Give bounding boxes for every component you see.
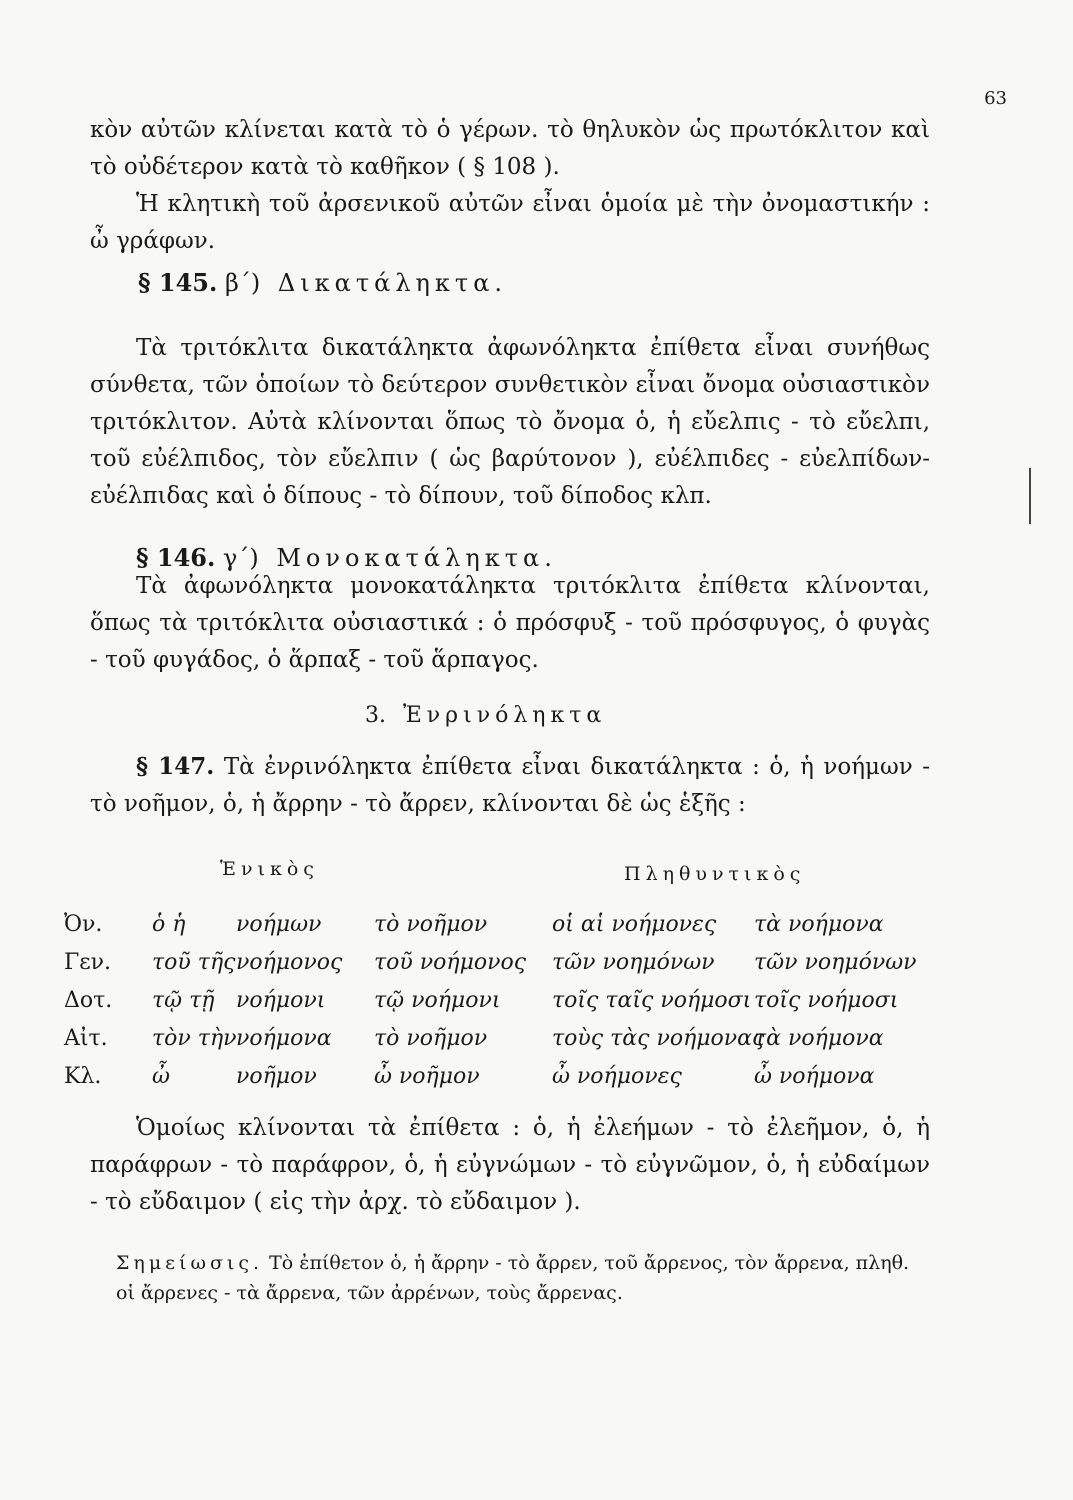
singular-neuter: τὸ νοῆμον [374, 912, 488, 937]
singular-masc-fem: νοήμονι [236, 988, 326, 1013]
table-row [64, 1064, 924, 1102]
plural-column-heading: Πληθυντικὸς [624, 863, 806, 885]
singular-article: τῷ τῇ [152, 988, 215, 1013]
plural-masc-fem: τῶν νοημόνων [552, 950, 715, 975]
margin-mark [1029, 468, 1031, 524]
page-number: 63 [984, 88, 1007, 109]
plural-neuter: τοῖς νοήμοσι [754, 988, 899, 1013]
section-147-text: Τὰ ἐνρινόληκτα ἐπίθετα εἶναι δικατάληκτα : ὁ, ἡ νοήμων - τὸ νοῆμον, ὁ, ἡ ἄρρην - τὸ ἄρρεν, κλίνονται δὲ ὡς ἑξῆς : [90, 754, 930, 817]
case-label: Ὀν. [64, 912, 103, 937]
section-145-body [90, 330, 930, 515]
singular-masc-fem: νοήμων [236, 912, 322, 937]
section-title: Μονοκατάληκτα. [276, 544, 557, 572]
similar-adjectives-paragraph: Ὁμοίως κλίνονται τὰ ἐπίθετα : ὁ, ἡ ἐλεήμων - τὸ ἐλεῆμον, ὁ, ἡ παράφρων - τὸ παράφρον, ὁ, ἡ εὐγνώμων - τὸ εὐγνῶμον, ὁ, ἡ εὐδαίμων - τὸ εὔδαιμον ( εἰς τὴν ἀρχ. τὸ εὔδαιμον ). [90, 1115, 930, 1215]
case-label: Αἰτ. [64, 1026, 108, 1051]
subsection-3-heading [365, 703, 606, 728]
subsection-title: Ἐνρινόληκτα [403, 703, 607, 728]
singular-column-heading: Ἑνικὸς [220, 858, 319, 880]
singular-article: τὸν τὴν [152, 1026, 237, 1051]
table-row [64, 950, 924, 988]
case-label: Δοτ. [64, 988, 113, 1013]
section-number: § 145. [138, 268, 218, 297]
singular-article: τοῦ τῆς [152, 950, 236, 975]
plural-neuter: τῶν νοημόνων [754, 950, 917, 975]
subsection-number: 3. [365, 703, 386, 728]
section-prefix: γ΄) [223, 544, 259, 572]
declension-table [64, 912, 924, 1102]
case-label: Κλ. [64, 1064, 102, 1089]
plural-neuter: τὰ νοήμονα [754, 912, 884, 937]
section-prefix: β΄) [225, 269, 261, 297]
table-row [64, 912, 924, 950]
singular-neuter: ὦ νοῆμον [374, 1064, 480, 1089]
singular-neuter: τὸ νοῆμον [374, 1026, 488, 1051]
case-label: Γεν. [64, 950, 112, 975]
section-145-paragraph: Τὰ τριτόκλιτα δικατάληκτα ἀφωνόληκτα ἐπίθετα εἶναι συνήθως σύνθετα, τῶν ὁποίων τὸ δεύτερον συνθετικὸν εἶναι ὄνομα οὐσιαστικὸν τριτόκλιτον. Αὐτὰ κλίνονται ὅπως τὸ ὄνομα ὁ, ἡ εὔελπις - τὸ εὔελπι, τοῦ εὐέλπιδος, τὸν εὔελπιν ( ὡς βαρύτονον ), εὐέλπιδες - εὐελπίδων-εὐέλπιδας καὶ ὁ δίπους - τὸ δίπουν, τοῦ δίποδος κλπ. [90, 335, 930, 509]
singular-masc-fem: νοήμονος [236, 950, 343, 975]
plural-masc-fem: οἱ αἱ νοήμονες [552, 912, 717, 937]
singular-neuter: τοῦ νοήμονος [374, 950, 527, 975]
singular-article: ὁ ἡ [152, 912, 186, 937]
table-row [64, 1026, 924, 1064]
note-label: Σημείωσις. [116, 1252, 264, 1274]
section-number: § 147. [136, 753, 215, 780]
vocative-paragraph: Ἡ κλητικὴ τοῦ ἀρσενικοῦ αὐτῶν εἶναι ὁμοία μὲ τὴν ὀνομαστικήν : ὦ γράφων. [90, 191, 930, 254]
plural-neuter: τὰ νοήμονα [754, 1026, 884, 1051]
similar-adjectives-block [90, 1110, 930, 1221]
section-146-body [90, 568, 930, 679]
note-text: Τὸ ἐπίθετον ὁ, ἡ ἄρρην - τὸ ἄρρεν, τοῦ ἄρρενος, τὸν ἄρρενα, πληθ. οἱ ἄρρενες - τὰ ἄρρενα, τῶν ἀρρένων, τοὺς ἄρρενας. [116, 1252, 910, 1304]
section-title: Δικατάληκτα. [277, 269, 508, 297]
table-row [64, 988, 924, 1026]
singular-article: ὦ [152, 1064, 170, 1089]
note-block [116, 1248, 916, 1308]
plural-masc-fem: ὦ νοήμονες [552, 1064, 682, 1089]
section-number: § 146. [136, 543, 216, 572]
singular-masc-fem: νοῆμον [236, 1064, 317, 1089]
singular-neuter: τῷ νοήμονι [374, 988, 501, 1013]
plural-masc-fem: τοῖς ταῖς νοήμοσι [552, 988, 752, 1013]
intro-block [90, 112, 930, 260]
section-147-paragraph [90, 748, 930, 823]
plural-masc-fem: τοὺς τὰς νοήμονας [552, 1026, 765, 1051]
singular-masc-fem: νοήμονα [236, 1026, 332, 1051]
section-147-body [90, 748, 930, 823]
plural-neuter: ὦ νοήμονα [754, 1064, 875, 1089]
section-145-heading [138, 268, 507, 297]
section-146-paragraph: Τὰ ἀφωνόληκτα μονοκατάληκτα τριτόκλιτα ἐπίθετα κλίνονται, ὅπως τὰ τριτόκλιτα οὐσιαστικά : ὁ πρόσφυξ - τοῦ πρόσφυγος, ὁ φυγὰς - τοῦ φυγάδος, ὁ ἅρπαξ - τοῦ ἅρπαγος. [90, 573, 930, 673]
intro-paragraph: κὸν αὐτῶν κλίνεται κατὰ τὸ ὁ γέρων. τὸ θηλυκὸν ὡς πρωτόκλιτον καὶ τὸ οὐδέτερον κατὰ τὸ καθῆκον ( § 108 ). [90, 117, 930, 180]
